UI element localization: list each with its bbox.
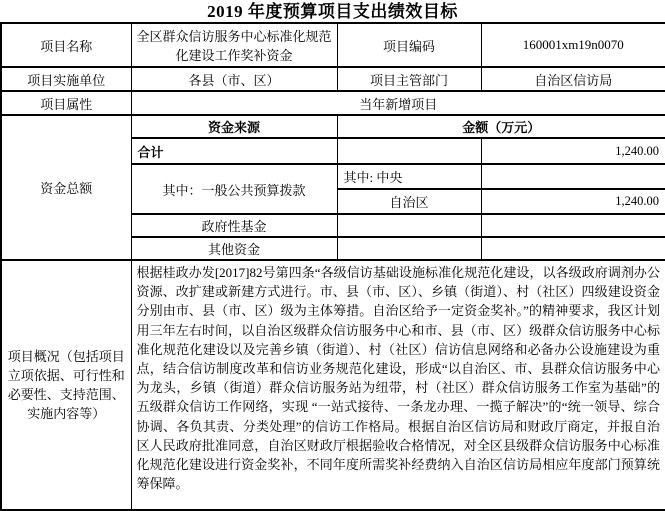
budget-performance-table bbox=[0, 22, 665, 511]
funds-other-amount bbox=[481, 237, 665, 260]
funds-central-label: 其中: 中央 bbox=[337, 164, 481, 189]
project-code-value: 160001xm19n0070 bbox=[481, 23, 665, 67]
overview-label: 项目概况（包括项目立项依据、可行性和必要性、支持范围、实施内容等） bbox=[1, 260, 131, 510]
project-code-label: 项目编码 bbox=[337, 23, 481, 67]
project-name-label: 项目名称 bbox=[1, 23, 131, 67]
table-row bbox=[1, 67, 665, 91]
funds-region-amount: 1,240.00 bbox=[481, 189, 665, 214]
funds-govfund-amount bbox=[481, 214, 665, 237]
project-attr-label: 项目属性 bbox=[1, 91, 131, 115]
funds-central-amount bbox=[481, 164, 665, 189]
funds-govfund-sublevel-cell bbox=[337, 214, 481, 237]
funds-total-label: 资金总额 bbox=[1, 115, 131, 260]
implementing-unit-label: 项目实施单位 bbox=[1, 67, 131, 91]
implementing-unit-value: 各县（市、区） bbox=[131, 67, 337, 91]
funds-public-budget-label: 其中：一般公共预算拨款 bbox=[131, 164, 337, 214]
funds-other-sublevel-cell bbox=[337, 237, 481, 260]
table-row bbox=[1, 23, 665, 67]
project-name-value: 全区群众信访服务中心标准化规范化建设工作奖补资金 bbox=[131, 23, 337, 67]
funds-source-header: 资金来源 bbox=[131, 115, 337, 138]
supervising-dept-value: 自治区信访局 bbox=[481, 67, 665, 91]
table-row bbox=[1, 91, 665, 115]
table-row bbox=[1, 115, 665, 138]
table-row bbox=[1, 260, 665, 510]
funds-region-label: 自治区 bbox=[337, 189, 481, 214]
overview-content: 根据桂政办发[2017]82号第四条“各级信访基础设施标准化规范化建设，以各级政府调剂办公资源、改扩建或新建方式进行。市、县（市、区）、乡镇（街道）、村（社区）四级建设资金分别由市、县（市、区）级为主体筹措。自治区给予一定资金奖补。”的精神要求，我区计划用三年左右时间，以自治区级群众信访服务中心和市、县（市、区）级群众信访服务中心标准化规范化建设以及完善乡镇（街道）、村（社区）信访信息网络和必备办公设施建设为重点，结合信访制度改革和信访业务规范化建设，形成“以自治区、市、县群众信访服务中心为龙头，乡镇（街道）群众信访服务站为纽带，村（社区）群众信访服务工作室为基础”的五级群众信访工作网络，实现 “一站式接待、一条龙办理、一揽子解决”的“统一领导、综合协调、各负其责、分类处理”的信访工作格局。根据自治区信访局和财政厅商定，并报自治区人民政府批准同意，自治区财政厅根据验收合格情况，对全区县级群众信访服务中心标准化规范化建设进行资金奖补，不同年度所需奖补经费纳入自治区信访局相应年度部门预算统筹保障。 bbox=[131, 260, 665, 510]
supervising-dept-label: 项目主管部门 bbox=[337, 67, 481, 91]
page-title: 2019 年度预算项目支出绩效目标 bbox=[207, 2, 458, 21]
funds-sum-amount: 1,240.00 bbox=[481, 138, 665, 164]
project-attr-value: 当年新增项目 bbox=[131, 91, 665, 115]
funds-sum-sublevel-cell bbox=[337, 138, 481, 164]
funds-govfund-label: 政府性基金 bbox=[131, 214, 337, 237]
funds-amount-header: 金额（万元） bbox=[337, 115, 665, 138]
funds-sum-label: 合计 bbox=[131, 138, 337, 164]
funds-other-label: 其他资金 bbox=[131, 237, 337, 260]
